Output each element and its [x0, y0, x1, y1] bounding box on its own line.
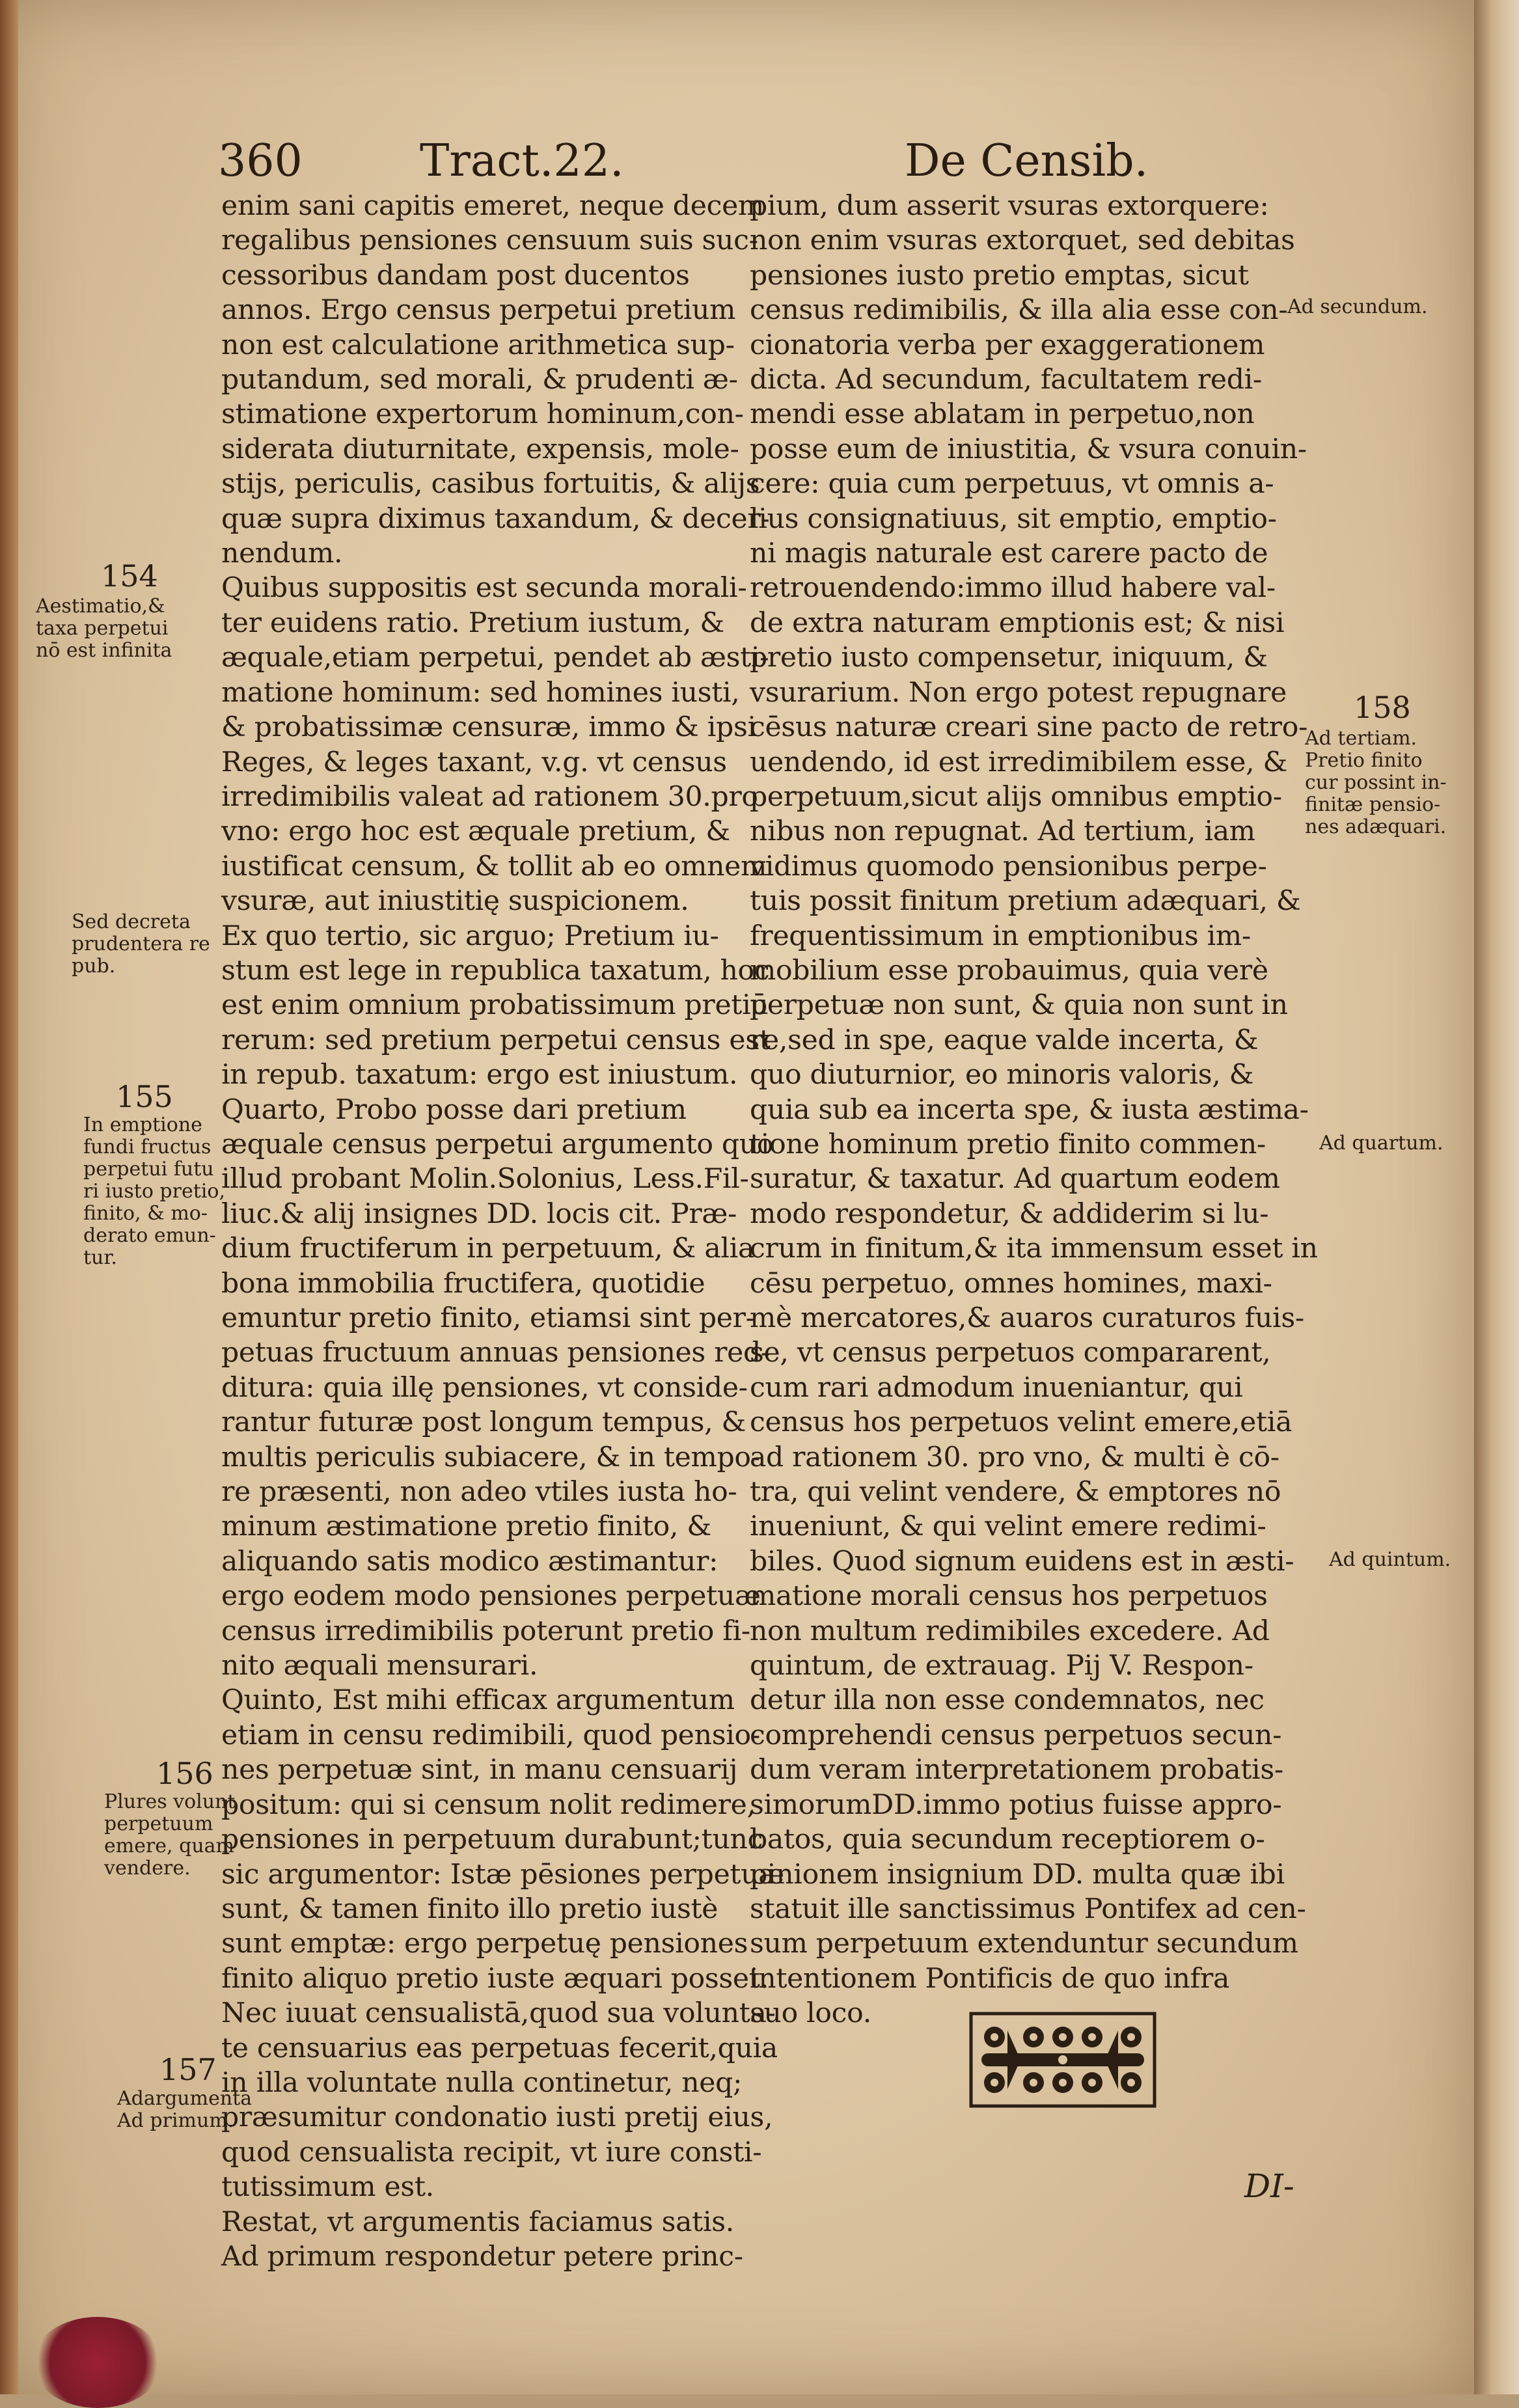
text-line: non multum redimibiles excedere. Ad [750, 1615, 1270, 1647]
text-line: suratur, & taxatur. Ad quartum eodem [750, 1163, 1280, 1196]
text-line: nibus non repugnat. Ad tertium, iam [750, 815, 1255, 848]
text-line: ditura: quia illę pensiones, vt conside- [221, 1371, 748, 1404]
text-line: minum æstimatione pretio finito, & [221, 1511, 711, 1543]
text-line: sum perpetuum extenduntur secundum [750, 1928, 1298, 1960]
text-line: putandum, sed morali, & prudenti æ- [221, 364, 738, 396]
text-line: nes perpetuæ sint, in manu censuarij [221, 1754, 738, 1786]
text-line: pium, dum asserit vsuras extorquere: [750, 190, 1269, 222]
text-line: matione hominum: sed homines iusti, [221, 676, 740, 709]
text-line: de extra naturam emptionis est; & nisi [750, 607, 1285, 639]
text-line: dicta. Ad secundum, facultatem redi- [750, 364, 1262, 396]
text-line: tra, qui velint vendere, & emptores nō [750, 1476, 1281, 1509]
margin-number: 158 [1354, 690, 1411, 725]
text-line: intentionem Pontificis de quo infra [750, 1962, 1230, 1995]
margin-note: In emptione fundi fructus perpetui futu ri iusto pretio, finito, & mo- derato emun- tur. [83, 1114, 225, 1269]
text-line: pensiones in perpetuum durabunt;tunc [221, 1824, 763, 1856]
text-line: quæ supra diximus taxandum, & decer- [221, 502, 770, 535]
text-line: irredimibilis valeat ad rationem 30.pro [221, 780, 758, 813]
text-line: dum veram interpretationem probatis- [750, 1754, 1283, 1786]
text-line: in repub. taxatum: ergo est iniustum. [221, 1059, 738, 1091]
text-line: perpetuum,sicut alijs omnibus emptio- [750, 780, 1282, 813]
text-line: Quinto, Est mihi efficax argumentum [221, 1684, 735, 1717]
text-line: illud probant Molin.Solonius, Less.Fil- [221, 1163, 749, 1196]
text-line: Nec iuuat censualistā,quod sua volunta- [221, 1997, 776, 2030]
text-line: & probatissimæ censuræ, immo & ipsi [221, 711, 756, 744]
text-line: matione morali census hos perpetuos [750, 1580, 1268, 1613]
text-line: etiam in censu redimibili, quod pensio- [221, 1719, 760, 1751]
margin-note: Ad tertiam. Pretio finito cur possint in- finitæ pensio- nes adæquari. [1305, 727, 1447, 838]
text-line: Reges, & leges taxant, v.g. vt census [221, 746, 727, 778]
text-line: tutissimum est. [221, 2171, 434, 2204]
margin-number: 156 [156, 1756, 213, 1791]
text-line: siderata diuturnitate, expensis, mole- [221, 433, 739, 465]
margin-number: 157 [159, 2052, 217, 2087]
text-line: Quibus suppositis est secunda morali- [221, 572, 747, 605]
text-line: detur illa non esse condemnatos, nec [750, 1684, 1265, 1717]
binding-edge [0, 0, 18, 2394]
margin-note: Adargumenta Ad primum. [117, 2087, 253, 2132]
text-line: quod censualista recipit, vt iure consti- [221, 2136, 762, 2169]
text-line: tione hominum pretio finito commen- [750, 1128, 1266, 1160]
text-line: cere: quia cum perpetuus, vt omnis a- [750, 468, 1274, 500]
text-line: retrouendendo:immo illud habere val- [750, 572, 1276, 605]
text-line: sic argumentor: Istæ pēsiones perpetuæ [221, 1858, 784, 1891]
text-line: cēsus naturæ creari sine pacto de retro- [750, 711, 1308, 744]
text-line: Ad primum respondetur petere princ- [221, 2240, 743, 2273]
margin-number: 154 [101, 558, 158, 594]
text-line: batos, quia secundum receptiorem o- [750, 1824, 1265, 1856]
facing-page-edge [1474, 0, 1519, 2394]
text-line: annos. Ergo census perpetui pretium [221, 294, 736, 327]
text-line: dium fructiferum in perpetuum, & alia [221, 1233, 754, 1265]
text-line: ad rationem 30. pro vno, & multi è cō- [750, 1441, 1280, 1473]
text-line: crum in finitum,& ita immensum esset in [750, 1233, 1318, 1265]
text-line: rerum: sed pretium perpetui census est [221, 1024, 771, 1056]
margin-note: Ad secundum. [1287, 295, 1428, 318]
text-line: perpetuæ non sunt, & quia non sunt in [750, 989, 1288, 1022]
text-line: ergo eodem modo pensiones perpetuæ [221, 1580, 761, 1613]
running-head-left: Tract.22. [420, 135, 624, 187]
text-line: biles. Quod signum euidens est in æsti- [750, 1545, 1294, 1578]
margin-note: Aestimatio,& taxa perpetui nō est infinita [36, 595, 172, 662]
text-line: cessoribus dandam post ducentos [221, 259, 690, 292]
text-line: bona immobilia fructifera, quotidie [221, 1267, 705, 1300]
text-line: nendum. [221, 538, 343, 570]
text-line: enim sani capitis emeret, neque decem [221, 190, 764, 222]
text-line: modo respondetur, & addiderim si lu- [750, 1197, 1269, 1230]
text-line: mobilium esse probauimus, quia verè [750, 954, 1268, 987]
text-line: finito aliquo pretio iuste æquari posset. [221, 1962, 769, 1995]
text-line: est enim omnium probatissimum pretiū [221, 989, 769, 1022]
text-line: census redimibilis, & illa alia esse con- [750, 294, 1288, 327]
margin-note: Plures volunt perpetuum emere, quam vendere. [104, 1790, 236, 1880]
text-line: cēsu perpetuo, omnes homines, maxi- [750, 1267, 1272, 1300]
text-line: non est calculatione arithmetica sup- [221, 329, 735, 361]
text-line: rantur futuræ post longum tempus, & [221, 1406, 746, 1439]
text-line: in illa voluntate nulla continetur, neq; [221, 2066, 743, 2099]
left-text-column [221, 189, 784, 2274]
catchword: DI- [1244, 2167, 1294, 2205]
text-line: vsuræ, aut iniustitię suspicionem. [221, 885, 689, 918]
text-line: emuntur pretio finito, etiamsi sint per- [221, 1302, 755, 1334]
text-line: liuc.& alij insignes DD. locis cit. Præ- [221, 1197, 737, 1230]
margin-note: Ad quintum. [1329, 1548, 1451, 1571]
thumb-blot [33, 2317, 163, 2408]
text-line: stimatione expertorum hominum,con- [221, 398, 744, 431]
text-line: statuit ille sanctissimus Pontifex ad cen- [750, 1893, 1306, 1925]
text-line: pretio iusto compensetur, iniquum, & [750, 642, 1268, 674]
text-line: census irredimibilis poterunt pretio fi- [221, 1615, 750, 1647]
right-text-column [750, 189, 1318, 2031]
text-line: mè mercatores,& auaros curaturos fuis- [750, 1302, 1304, 1334]
running-head-right: De Censib. [905, 135, 1149, 187]
text-line: tuis possit finitum pretium adæquari, & [750, 885, 1301, 918]
margin-note: Ad quartum. [1319, 1132, 1444, 1155]
text-line: lius consignatiuus, sit emptio, emptio- [750, 502, 1277, 535]
text-line: comprehendi census perpetuos secun- [750, 1719, 1282, 1751]
text-line: Restat, vt argumentis faciamus satis. [221, 2206, 734, 2238]
text-line: præsumitur condonatio iusti pretij eius, [221, 2101, 773, 2134]
text-line: simorumDD.immo potius fuisse appro- [750, 1788, 1282, 1821]
text-line: pinionem insignium DD. multa quæ ibi [750, 1858, 1285, 1891]
text-line: quintum, de extrauag. Pij V. Respon- [750, 1650, 1253, 1682]
text-line: inueniunt, & qui velint emere redimi- [750, 1511, 1266, 1543]
text-line: uendendo, id est irredimibilem esse, & [750, 746, 1288, 778]
text-line: regalibus pensiones censuum suis suc- [221, 225, 758, 257]
text-line: re,sed in spe, eaque valde incerta, & [750, 1024, 1259, 1056]
text-line: petuas fructuum annuas pensiones red- [221, 1337, 770, 1369]
text-line: census hos perpetuos velint emere,etiā [750, 1406, 1293, 1439]
text-line: sunt emptæ: ergo perpetuę pensiones [221, 1928, 748, 1960]
text-line: quo diuturnior, eo minoris valoris, & [750, 1059, 1254, 1091]
text-line: Quarto, Probo posse dari pretium [221, 1093, 687, 1126]
margin-number: 155 [116, 1079, 173, 1114]
text-line: non enim vsuras extorquet, sed debitas [750, 225, 1295, 257]
text-line: positum: qui si censum nolit redimere, [221, 1788, 756, 1821]
text-line: ter euidens ratio. Pretium iustum, & [221, 607, 724, 639]
text-line: stum est lege in republica taxatum, hoc [221, 954, 770, 987]
page-number: 360 [218, 135, 303, 187]
text-line: stijs, periculis, casibus fortuitis, & alijs [221, 468, 760, 500]
text-line: æquale census perpetui argumento quo [221, 1128, 774, 1160]
text-line: ni magis naturale est carere pacto de [750, 538, 1268, 570]
margin-note: Sed decreta prudentera re pub. [72, 910, 210, 978]
text-line: suo loco. [750, 1997, 871, 2030]
text-line: re præsenti, non adeo vtiles iusta ho- [221, 1476, 737, 1509]
text-line: Ex quo tertio, sic arguo; Pretium iu- [221, 920, 719, 952]
text-line: mendi esse ablatam in perpetuo,non [750, 398, 1255, 431]
text-line: iustificat censum, & tollit ab eo omnem [221, 850, 767, 882]
text-line: quia sub ea incerta spe, & iusta æstima- [750, 1093, 1309, 1126]
text-line: te censuarius eas perpetuas fecerit,quia [221, 2032, 778, 2064]
text-line: aliquando satis modico æstimantur: [221, 1545, 718, 1578]
printers-ornament [968, 2011, 1157, 2109]
text-line: vsurarium. Non ergo potest repugnare [750, 676, 1287, 709]
text-line: posse eum de iniustitia, & vsura conuin- [750, 433, 1307, 465]
text-line: cionatoria verba per exaggerationem [750, 329, 1265, 361]
text-line: æquale,etiam perpetui, pendet ab æsti- [221, 642, 769, 674]
text-line: vidimus quomodo pensionibus perpe- [750, 850, 1267, 882]
text-line: cum rari admodum inueniantur, qui [750, 1371, 1243, 1404]
text-line: nito æquali mensurari. [221, 1650, 538, 1682]
text-line: se, vt census perpetuos compararent, [750, 1337, 1271, 1369]
text-line: vno: ergo hoc est æquale pretium, & [221, 815, 730, 848]
text-line: frequentissimum in emptionibus im- [750, 920, 1251, 952]
text-line: pensiones iusto pretio emptas, sicut [750, 259, 1249, 292]
text-line: sunt, & tamen finito illo pretio iustè [221, 1893, 718, 1925]
text-line: multis periculis subiacere, & in tempo- [221, 1441, 760, 1473]
